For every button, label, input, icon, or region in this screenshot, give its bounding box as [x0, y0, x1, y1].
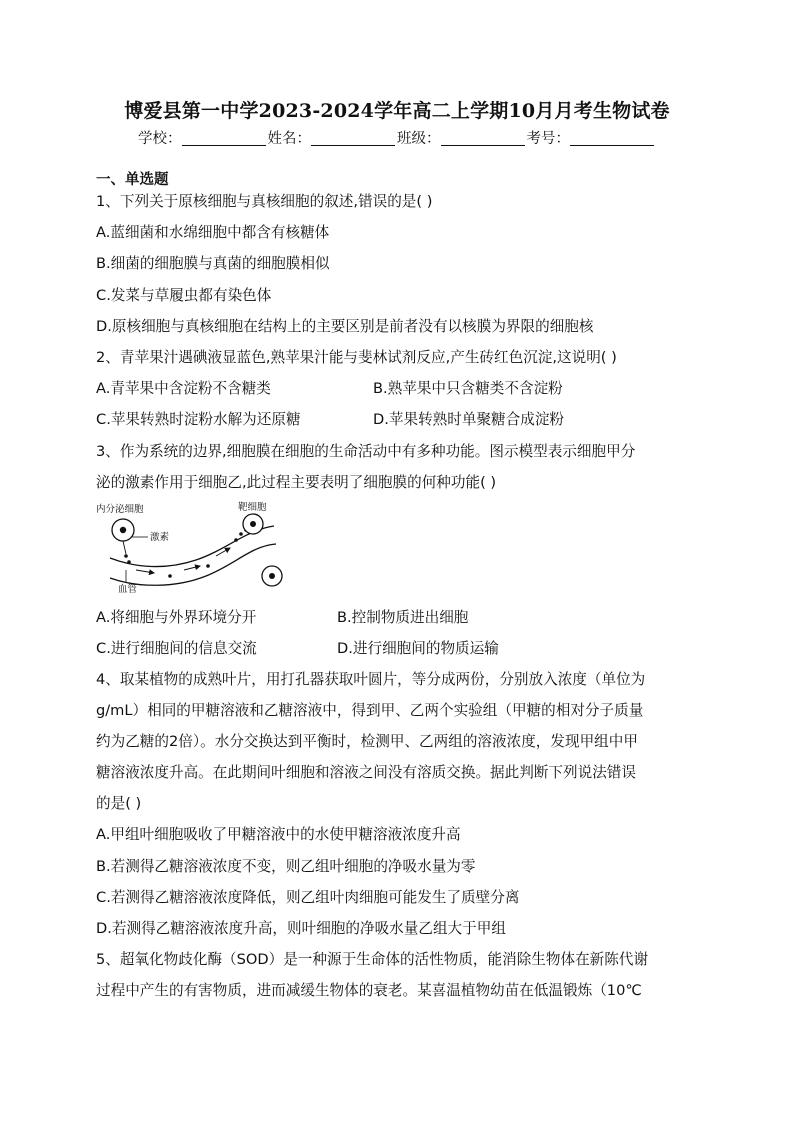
q4-option-a: A.甲组叶细胞吸收了甲糖溶液中的水使甲糖溶液浓度升高: [96, 826, 461, 843]
hormone-dot: [239, 532, 243, 536]
number-label: 考号：: [526, 131, 570, 147]
q3-option-b: B.控制物质进出细胞: [337, 609, 469, 626]
hormone-dot: [234, 538, 238, 542]
q4-stem-line4: 糖溶液浓度升高。在此期间叶细胞和溶液之间没有溶质交换。据此判断下列说法错误: [96, 764, 636, 781]
hormone-dot: [206, 564, 210, 568]
section-heading: 一、单选题: [96, 172, 169, 188]
q4-option-d: D.若测得乙糖溶液浓度升高，则叶细胞的净吸水量乙组大于甲组: [96, 920, 506, 937]
q1-option-c: C.发菜与草履虫都有染色体: [96, 287, 272, 304]
flow-arrow-icon: [216, 548, 230, 556]
hormone-signaling-figure: [96, 500, 286, 595]
endocrine-cell-label: 内分泌细胞: [96, 504, 144, 515]
hormone-dot: [127, 560, 131, 564]
q1-stem: 1、下列关于原核细胞与真核细胞的叙述,错误的是( ): [96, 193, 433, 210]
q2-option-c: C.苹果转熟时淀粉水解为还原糖: [96, 411, 301, 428]
hormone-label: 激素: [150, 532, 170, 543]
flow-arrow-icon: [184, 566, 200, 570]
vessel-label: 血管: [118, 584, 138, 595]
q4-stem-line1: 4、取某植物的成熟叶片，用打孔器获取叶圆片，等分成两份，分别放入浓度（单位为: [96, 671, 646, 688]
q4-option-b: B.若测得乙糖溶液浓度不变，则乙组叶细胞的净吸水量为零: [96, 858, 476, 875]
q1-option-b: B.细菌的细胞膜与真菌的细胞膜相似: [96, 255, 330, 272]
q5-stem-line1: 5、超氧化物歧化酶（SOD）是一种源于生命体的活性物质，能消除生物体在新陈代谢: [96, 951, 649, 968]
q2-option-d: D.苹果转熟时单聚糖合成淀粉: [373, 411, 565, 428]
endocrine-cell-nucleus: [120, 527, 126, 533]
flow-arrow-icon: [136, 570, 154, 573]
hormone-dot: [168, 574, 172, 578]
school-label: 学校：: [138, 131, 182, 147]
q4-option-c: C.若测得乙糖溶液浓度降低，则乙组叶肉细胞可能发生了质壁分离: [96, 889, 520, 906]
name-label: 姓名：: [267, 131, 311, 147]
class-blank[interactable]: [441, 130, 525, 146]
q2-option-a: A.青苹果中含淀粉不含糖类: [96, 380, 271, 397]
student-info-row: [0, 127, 794, 148]
other-cell-nucleus: [269, 573, 275, 579]
class-label: 班级：: [397, 131, 441, 147]
q3-option-c: C.进行细胞间的信息交流: [96, 640, 257, 657]
q2-option-b: B.熟苹果中只含糖类不含淀粉: [373, 380, 563, 397]
q1-option-a: A.蓝细菌和水绵细胞中都含有核糖体: [96, 224, 330, 241]
q5-stem-line2: 过程中产生的有害物质，进而减缓生物体的衰老。某喜温植物幼苗在低温锻炼（10℃: [96, 982, 642, 999]
q2-stem: 2、青苹果汁遇碘液显蓝色,熟苹果汁能与斐林试剂反应,产生砖红色沉淀,这说明( ): [96, 349, 617, 366]
q3-option-a: A.将细胞与外界环境分开: [96, 609, 257, 626]
name-blank[interactable]: [311, 130, 395, 146]
q3-stem-line2: 泌的激素作用于细胞乙,此过程主要表明了细胞膜的何种功能( ): [96, 474, 497, 491]
hormone-dot: [124, 554, 128, 558]
q1-option-d: D.原核细胞与真核细胞在结构上的主要区别是前者没有以核膜为界限的细胞核: [96, 318, 594, 335]
secretion-line: [123, 541, 126, 554]
target-cell-label: 靶细胞: [238, 502, 267, 513]
q4-stem-line5: 的是( ): [96, 795, 142, 812]
school-blank[interactable]: [182, 130, 266, 146]
q4-stem-line3: 约为乙糖的2倍）。水分交换达到平衡时，检测甲、乙两组的溶液浓度，发现甲组中甲: [96, 733, 638, 750]
q4-stem-line2: g/mL）相同的甲糖溶液和乙糖溶液中，得到甲、乙两个实验组（甲糖的相对分子质量: [96, 702, 644, 719]
target-cell-nucleus: [250, 521, 256, 527]
exam-title: 博爱县第一中学2023-2024学年高二上学期10月月考生物试卷: [124, 100, 670, 122]
number-blank[interactable]: [570, 130, 654, 146]
q3-stem-line1: 3、作为系统的边界,细胞膜在细胞的生命活动中有多种功能。图示模型表示细胞甲分: [96, 443, 636, 460]
q3-option-d: D.进行细胞间的物质运输: [337, 640, 499, 657]
